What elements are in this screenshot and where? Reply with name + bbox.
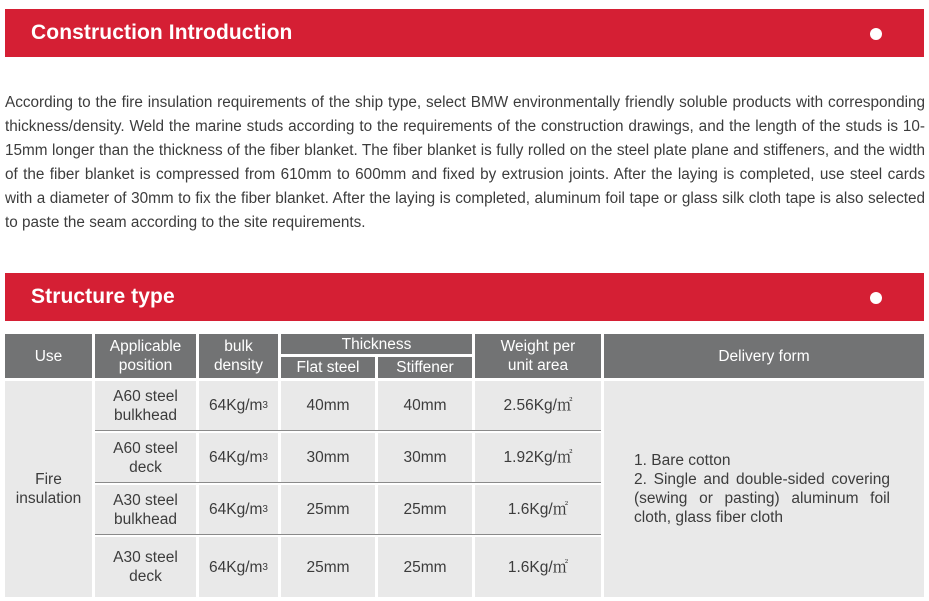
header-thickness: Thickness [281, 334, 472, 354]
header-use: Use [5, 334, 92, 378]
weight-cell: 1.6Kg/㎡ [475, 537, 601, 597]
header-stiffener: Stiffener [378, 357, 472, 378]
section-header-structure [5, 273, 924, 321]
delivery-item-2: 2. Single and double-sided covering (sewing or pasting) aluminum foil cloth, glass fiber cloth [634, 471, 890, 526]
header-weight [475, 334, 601, 378]
use-cell [5, 381, 92, 597]
density-value: 64Kg/m [209, 558, 263, 576]
density-value: 64Kg/m [209, 501, 263, 518]
density-cell [199, 485, 278, 534]
position-cell [95, 485, 196, 534]
density-value: 64Kg/m [209, 397, 263, 414]
bullet-dot-icon [870, 28, 882, 40]
density-cell [199, 537, 278, 597]
bullet-dot-icon [870, 292, 882, 304]
header-density [199, 334, 278, 378]
section-title: Structure type [31, 285, 175, 308]
density-cell [199, 433, 278, 482]
density-exponent: 3 [262, 452, 268, 463]
section-title: Construction Introduction [31, 21, 293, 44]
header-delivery: Delivery form [604, 334, 924, 378]
position-line2: deck [129, 568, 162, 585]
position-cell [95, 381, 196, 430]
density-exponent: 3 [262, 561, 268, 573]
position-line1: A60 steel [113, 387, 178, 405]
use-line1: Fire [35, 471, 62, 488]
stiffener-cell: 30mm [378, 433, 472, 482]
position-cell [95, 537, 196, 597]
flat-steel-cell: 40mm [281, 381, 375, 430]
position-line2: bulkhead [114, 406, 177, 424]
flat-steel-cell: 25mm [281, 485, 375, 534]
density-exponent: 3 [262, 400, 268, 411]
position-line2: bulkhead [114, 510, 177, 528]
row-divider [95, 534, 601, 535]
header-density-line1: bulk [224, 338, 253, 355]
weight-cell: 1.92Kg/㎡ [475, 433, 601, 482]
weight-cell: 1.6Kg/㎡ [475, 485, 601, 534]
flat-steel-cell: 25mm [281, 537, 375, 597]
row-divider [95, 482, 601, 483]
flat-steel-cell: 30mm [281, 433, 375, 482]
intro-paragraph: According to the fire insulation requirements of the ship type, select BMW environmentally friendly soluble products with corresponding thickness/density. Weld the marine studs according to the requirements of the construction drawings, and the length of the studs is 10-15mm longer than the thickness of the fiber blanket. The fiber blanket is fully rolled on the steel plate plane and stiffeners, and the width of the fiber blanket is compressed from 610mm to 600mm and fixed by extrusion joints. After the laying is completed, use steel cards with a diameter of 30mm to fix the fiber blanket. After the laying is completed, aluminum foil tape or glass silk cloth tape is also selected to paste the seam according to the site requirements. [5, 94, 925, 231]
section-header-construction [5, 9, 924, 57]
stiffener-cell: 25mm [378, 537, 472, 597]
header-weight-line2: unit area [507, 357, 569, 374]
position-line1: A30 steel [113, 491, 178, 509]
header-position-line1: Applicable [109, 338, 182, 355]
position-line1: A30 steel [113, 549, 178, 566]
position-line2: deck [129, 458, 162, 476]
header-density-line2: density [213, 357, 264, 374]
density-exponent: 3 [262, 504, 268, 515]
header-position [95, 334, 196, 378]
header-weight-line1: Weight per [500, 338, 576, 355]
row-divider [95, 430, 601, 431]
position-cell [95, 433, 196, 482]
header-position-line2: position [118, 357, 173, 374]
use-line2: insulation [15, 490, 82, 507]
position-line1: A60 steel [113, 439, 178, 457]
stiffener-cell: 25mm [378, 485, 472, 534]
weight-cell: 2.56Kg/㎡ [475, 381, 601, 430]
delivery-cell [604, 381, 924, 597]
stiffener-cell: 40mm [378, 381, 472, 430]
density-value: 64Kg/m [209, 449, 263, 466]
header-flat-steel: Flat steel [281, 357, 375, 378]
density-cell [199, 381, 278, 430]
delivery-item-1: 1. Bare cotton [634, 452, 731, 469]
